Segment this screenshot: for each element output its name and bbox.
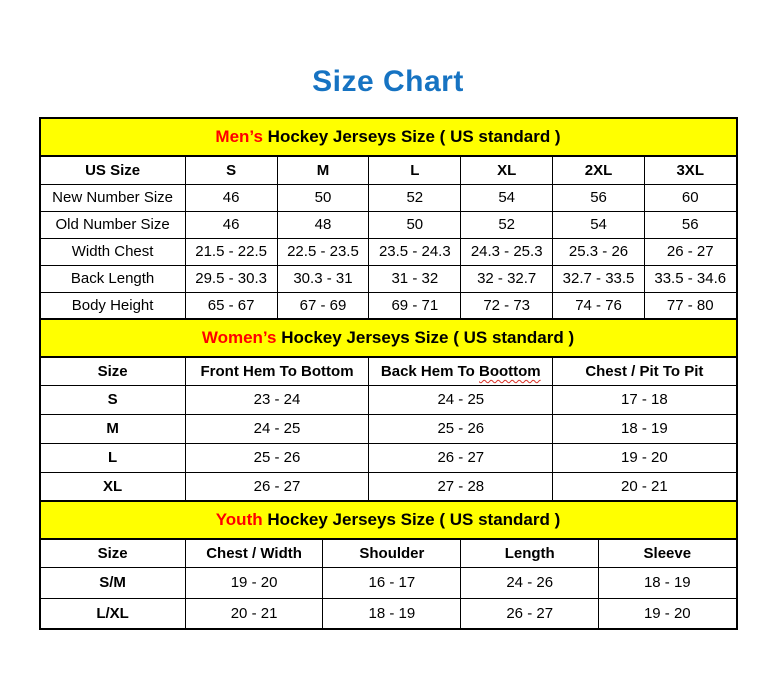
mens-band-rest: Hockey Jerseys Size ( US standard )	[262, 127, 561, 146]
column-header: 3XL	[644, 156, 736, 184]
column-header: M	[277, 156, 369, 184]
size-value: 26 - 27	[369, 443, 553, 472]
size-value: 19 - 20	[599, 598, 737, 629]
size-value: 24 - 26	[461, 567, 599, 598]
spellcheck-squiggle-word: Boottom	[479, 362, 541, 380]
table-row	[40, 598, 737, 629]
size-value: 72 - 73	[461, 292, 553, 319]
row-label: S	[40, 385, 186, 414]
size-value: 19 - 20	[553, 443, 737, 472]
size-value: 46	[185, 211, 277, 238]
size-value: 33.5 - 34.6	[644, 265, 736, 292]
size-value: 26 - 27	[461, 598, 599, 629]
size-value: 22.5 - 23.5	[277, 238, 369, 265]
table-row	[40, 385, 737, 414]
size-value: 46	[185, 184, 277, 211]
size-value: 24.3 - 25.3	[461, 238, 553, 265]
size-value: 52	[369, 184, 461, 211]
table-row	[40, 443, 737, 472]
size-value: 31 - 32	[369, 265, 461, 292]
mens-header-row	[40, 156, 737, 184]
size-chart	[39, 117, 738, 630]
size-value: 32.7 - 33.5	[553, 265, 645, 292]
womens-header-row	[40, 357, 737, 385]
size-value: 23 - 24	[185, 385, 369, 414]
size-value: 26 - 27	[644, 238, 736, 265]
size-value: 25.3 - 26	[553, 238, 645, 265]
size-value: 30.3 - 31	[277, 265, 369, 292]
column-header: Shoulder	[323, 539, 461, 567]
size-value: 50	[277, 184, 369, 211]
mens-band-row	[40, 118, 737, 156]
size-value: 19 - 20	[185, 567, 323, 598]
row-label: XL	[40, 472, 186, 501]
size-value: 16 - 17	[323, 567, 461, 598]
row-label: L	[40, 443, 186, 472]
column-header: Front Hem To Bottom	[185, 357, 369, 385]
size-value: 29.5 - 30.3	[185, 265, 277, 292]
page	[0, 64, 776, 630]
womens-band-row	[40, 319, 737, 357]
size-value: 26 - 27	[185, 472, 369, 501]
row-label: M	[40, 414, 186, 443]
size-value: 74 - 76	[553, 292, 645, 319]
row-label: Width Chest	[40, 238, 186, 265]
youth-band-header	[40, 501, 737, 539]
size-value: 77 - 80	[644, 292, 736, 319]
womens-band-rest: Hockey Jerseys Size ( US standard )	[276, 328, 575, 347]
table-row	[40, 292, 737, 319]
row-label: New Number Size	[40, 184, 186, 211]
youth-header-row	[40, 539, 737, 567]
size-value: 50	[369, 211, 461, 238]
youth-band-row	[40, 501, 737, 539]
size-value: 17 - 18	[553, 385, 737, 414]
size-value: 24 - 25	[185, 414, 369, 443]
page-title: Size Chart	[312, 65, 464, 98]
size-value: 20 - 21	[553, 472, 737, 501]
size-value: 23.5 - 24.3	[369, 238, 461, 265]
size-value: 67 - 69	[277, 292, 369, 319]
table-row	[40, 472, 737, 501]
size-value: 56	[644, 211, 736, 238]
column-header: US Size	[40, 156, 186, 184]
size-value: 27 - 28	[369, 472, 553, 501]
size-value: 20 - 21	[185, 598, 323, 629]
column-header: Chest / Width	[185, 539, 323, 567]
column-header: L	[369, 156, 461, 184]
row-label: Body Height	[40, 292, 186, 319]
size-value: 18 - 19	[599, 567, 737, 598]
column-header: XL	[461, 156, 553, 184]
table-row	[40, 211, 737, 238]
youth-size-table	[39, 500, 738, 630]
size-value: 18 - 19	[323, 598, 461, 629]
size-value: 56	[553, 184, 645, 211]
size-value: 25 - 26	[185, 443, 369, 472]
size-value: 60	[644, 184, 736, 211]
column-header: Size	[40, 539, 186, 567]
size-value: 65 - 67	[185, 292, 277, 319]
table-row	[40, 414, 737, 443]
column-header: Sleeve	[599, 539, 737, 567]
size-value: 21.5 - 22.5	[185, 238, 277, 265]
womens-size-table	[39, 318, 738, 502]
table-row	[40, 184, 737, 211]
size-value: 54	[461, 184, 553, 211]
row-label: S/M	[40, 567, 186, 598]
mens-band-highlight: Men’s	[215, 127, 263, 146]
womens-band-header	[40, 319, 737, 357]
size-value: 32 - 32.7	[461, 265, 553, 292]
row-label: Back Length	[40, 265, 186, 292]
size-value: 24 - 25	[369, 385, 553, 414]
size-value: 52	[461, 211, 553, 238]
row-label: L/XL	[40, 598, 186, 629]
youth-band-highlight: Youth	[215, 510, 263, 529]
table-row	[40, 265, 737, 292]
table-row	[40, 567, 737, 598]
mens-size-table	[39, 117, 738, 320]
table-row	[40, 238, 737, 265]
column-header-misspelled	[369, 357, 553, 385]
womens-band-highlight: Women’s	[201, 328, 277, 347]
size-value: 69 - 71	[369, 292, 461, 319]
column-header: Chest / Pit To Pit	[553, 357, 737, 385]
column-header-prefix: Back Hem To	[380, 362, 479, 380]
size-value: 18 - 19	[553, 414, 737, 443]
row-label: Old Number Size	[40, 211, 186, 238]
youth-band-rest: Hockey Jerseys Size ( US standard )	[262, 510, 561, 529]
size-value: 48	[277, 211, 369, 238]
column-header: Length	[461, 539, 599, 567]
size-value: 25 - 26	[369, 414, 553, 443]
column-header: 2XL	[553, 156, 645, 184]
column-header: S	[185, 156, 277, 184]
mens-band-header	[40, 118, 737, 156]
column-header: Size	[40, 357, 186, 385]
size-value: 54	[553, 211, 645, 238]
